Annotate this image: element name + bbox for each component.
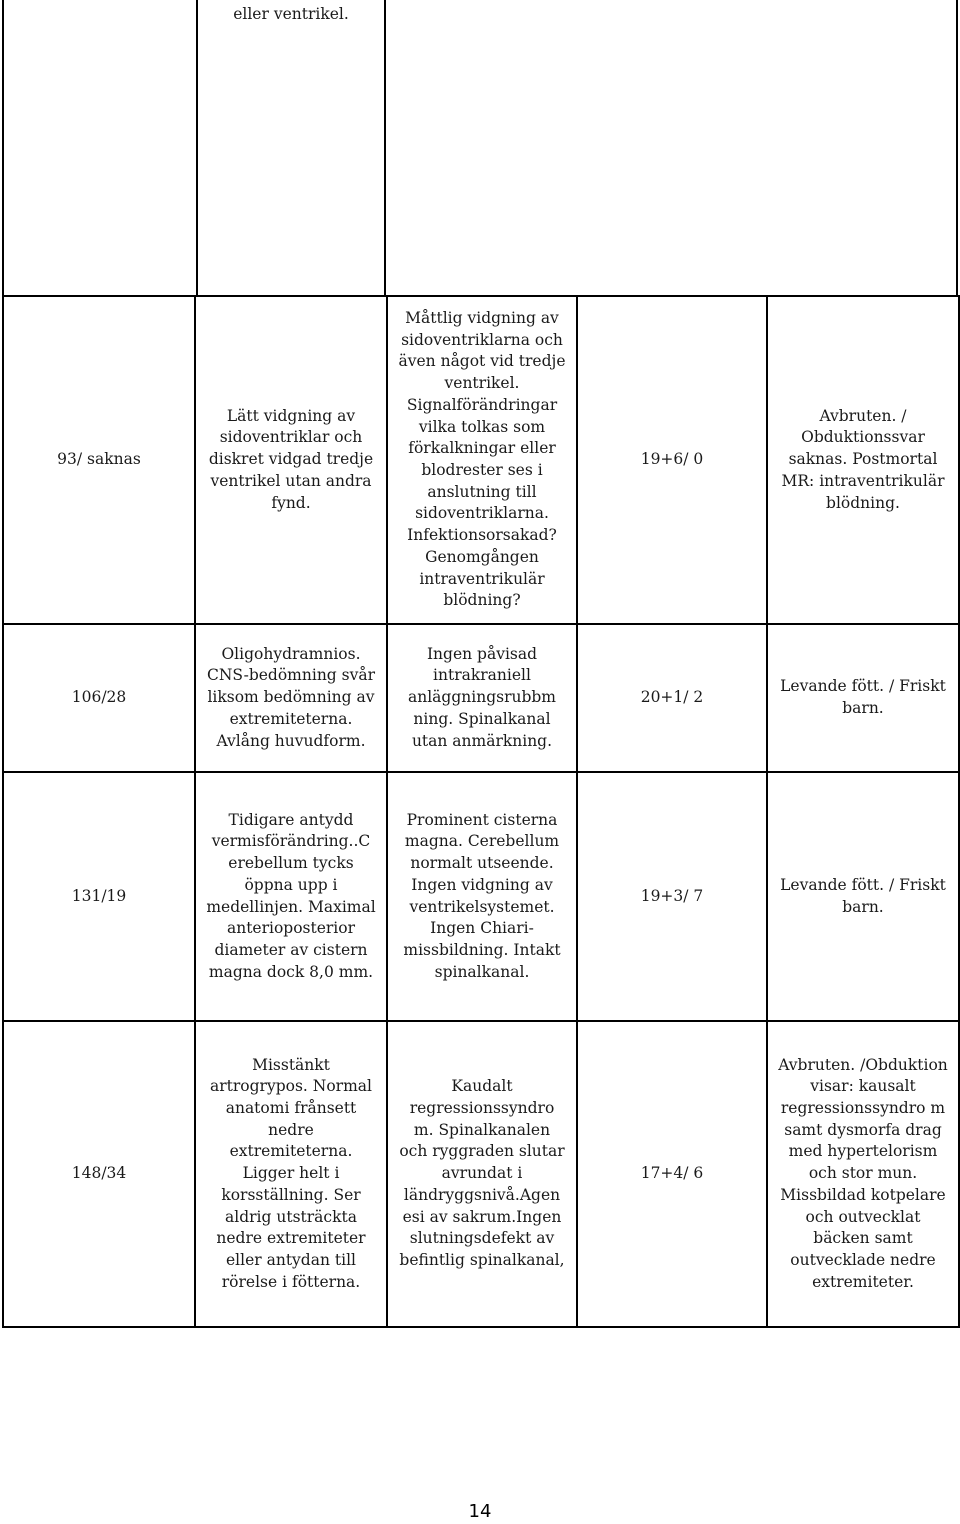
table-row [3,624,959,772]
findings-table [2,295,960,1328]
case-id-cell: 148/34 [3,1021,195,1327]
gestational-age-cell: 19+6/ 0 [577,296,767,624]
gestational-age-cell: 19+3/ 7 [577,772,767,1021]
page-number: 14 [468,1501,492,1522]
mri-findings-cell: Prominent cisterna magna. Cerebellum normalt utseende. Ingen vidgning av ventrikelsystemet. Ingen Chiari-missbildning. Intakt spinalkanal. [387,772,577,1021]
continued-cell-text: eller ventrikel. [233,5,349,23]
outcome-cell: Avbruten. /Obduktion visar: kausalt regressionssyndro m samt dysmorfa drag med hypertelorism och stor mun. Missbildad kotpelare och outvecklat bäcken samt outvecklade nedre extremiteter. [767,1021,959,1327]
ultrasound-findings-cell: Tidigare antydd vermisförändring..C erebellum tycks öppna upp i medellinjen. Maximal anterioposterior diameter av cistern magna dock 8,0 mm. [195,772,387,1021]
outcome-cell: Levande fött. / Friskt barn. [767,624,959,772]
ultrasound-findings-cell: Lätt vidgning av sidoventriklar och diskret vidgad tredje ventrikel utan andra fynd. [195,296,387,624]
case-id-cell: 93/ saknas [3,296,195,624]
table-continuation-fragment [2,0,958,296]
case-id-cell: 131/19 [3,772,195,1021]
ultrasound-findings-cell: Oligohydramnios. CNS-bedömning svår liksom bedömning av extremiteterna. Avlång huvudform. [195,624,387,772]
mri-findings-cell: Ingen påvisad intrakraniell anläggningsrubbm ning. Spinalkanal utan anmärkning. [387,624,577,772]
table-row [3,772,959,1021]
case-id-cell: 106/28 [3,624,195,772]
mri-findings-cell: Kaudalt regressionssyndro m. Spinalkanalen och ryggraden slutar avrundat i ländryggsnivå.Agen esi av sakrum.Ingen slutningsdefekt av befintlig spinalkanal, [387,1021,577,1327]
mri-findings-cell: Måttlig vidgning av sidoventriklarna och även något vid tredje ventrikel. Signalförändringar vilka tolkas som förkalkningar eller blodrester ses i anslutning till sidoventriklarna. Infektionsorsakad? Genomgången intraventrikulär blödning? [387,296,577,624]
gestational-age-cell: 17+4/ 6 [577,1021,767,1327]
ultrasound-findings-cell: Misstänkt artrogrypos. Normal anatomi frånsett nedre extremiteterna. Ligger helt i korsställning. Ser aldrig utsträckta nedre extremiteter eller antydan till rörelse i fötterna. [195,1021,387,1327]
outcome-cell: Levande fött. / Friskt barn. [767,772,959,1021]
table-row [3,296,959,624]
gestational-age-cell: 20+1/ 2 [577,624,767,772]
outcome-cell: Avbruten. / Obduktionssvar saknas. Postmortal MR: intraventrikulär blödning. [767,296,959,624]
continued-cell [196,0,386,296]
table-row [3,1021,959,1327]
